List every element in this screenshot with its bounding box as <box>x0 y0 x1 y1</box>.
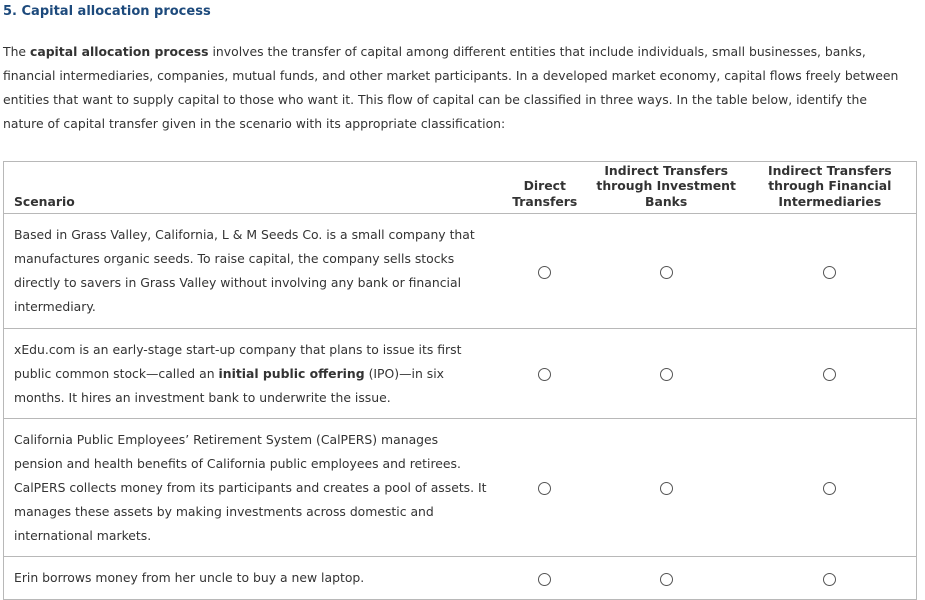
table-row <box>4 329 917 419</box>
scenario-bold-term: initial public offering <box>218 365 365 381</box>
table-row <box>4 557 917 600</box>
radio-cell <box>589 214 744 329</box>
header-scenario: Scenario <box>4 162 501 214</box>
scenario-text: Erin borrows money from her uncle to buy a new laptop. <box>4 557 501 600</box>
radio-direct-transfers[interactable] <box>538 482 551 495</box>
radio-cell <box>744 557 917 600</box>
intro-bold-term: capital allocation process <box>29 44 209 59</box>
scenario-text-post: (IPO)—in six months. It hires an investment bank to underwrite the issue. <box>14 365 444 405</box>
radio-indirect-investment-banks[interactable] <box>660 482 673 495</box>
table-row <box>4 419 917 557</box>
radio-indirect-financial-intermediaries[interactable] <box>823 482 836 495</box>
radio-cell <box>501 557 589 600</box>
radio-direct-transfers[interactable] <box>538 573 551 586</box>
radio-cell <box>589 419 744 557</box>
scenario-text: California Public Employees’ Retirement System (CalPERS) manages pension and health benefits of California public employees and retirees. CalPERS collects money from its participants and creates a pool of assets. It manages these assets by making investments across domestic and international markets. <box>4 419 501 557</box>
radio-indirect-financial-intermediaries[interactable] <box>823 266 836 279</box>
radio-indirect-financial-intermediaries[interactable] <box>823 368 836 381</box>
radio-cell <box>744 214 917 329</box>
scenario-text-pre: xEdu.com is an early-stage start-up company that plans to issue its first public common stock—called an <box>14 341 462 381</box>
scenario-text <box>4 329 501 419</box>
intro-pre: The <box>3 44 30 59</box>
radio-cell <box>744 419 917 557</box>
radio-cell <box>589 329 744 419</box>
radio-indirect-financial-intermediaries[interactable] <box>823 573 836 586</box>
radio-direct-transfers[interactable] <box>538 368 551 381</box>
radio-cell <box>744 329 917 419</box>
radio-cell <box>501 214 589 329</box>
radio-indirect-investment-banks[interactable] <box>660 368 673 381</box>
classification-table <box>3 161 917 600</box>
scenario-text: Based in Grass Valley, California, L & M Seeds Co. is a small company that manufactures organic seeds. To raise capital, the company sells stocks directly to savers in Grass Valley without involving any bank or financial intermediary. <box>4 214 501 329</box>
header-direct-transfers: Direct Transfers <box>501 162 589 214</box>
intro-post: involves the transfer of capital among different entities that include individuals, small businesses, banks, financial intermediaries, companies, mutual funds, and other market participants. In a developed market economy, capital flows freely between entities that want to supply capital to those who want it. This flow of capital can be classified in three ways. In the table below, identify the nature of capital transfer given in the scenario with its appropriate classification: <box>3 44 899 131</box>
radio-indirect-investment-banks[interactable] <box>660 573 673 586</box>
table-row <box>4 214 917 329</box>
table-header-row <box>4 162 917 214</box>
intro-paragraph <box>3 40 908 136</box>
radio-cell <box>501 329 589 419</box>
radio-cell <box>501 419 589 557</box>
radio-cell <box>589 557 744 600</box>
header-indirect-financial-intermediaries: Indirect Transfers through Financial Intermediaries <box>744 162 917 214</box>
question-heading: 5. Capital allocation process <box>3 4 211 19</box>
radio-indirect-investment-banks[interactable] <box>660 266 673 279</box>
header-indirect-investment-banks: Indirect Transfers through Investment Banks <box>589 162 744 214</box>
radio-direct-transfers[interactable] <box>538 266 551 279</box>
